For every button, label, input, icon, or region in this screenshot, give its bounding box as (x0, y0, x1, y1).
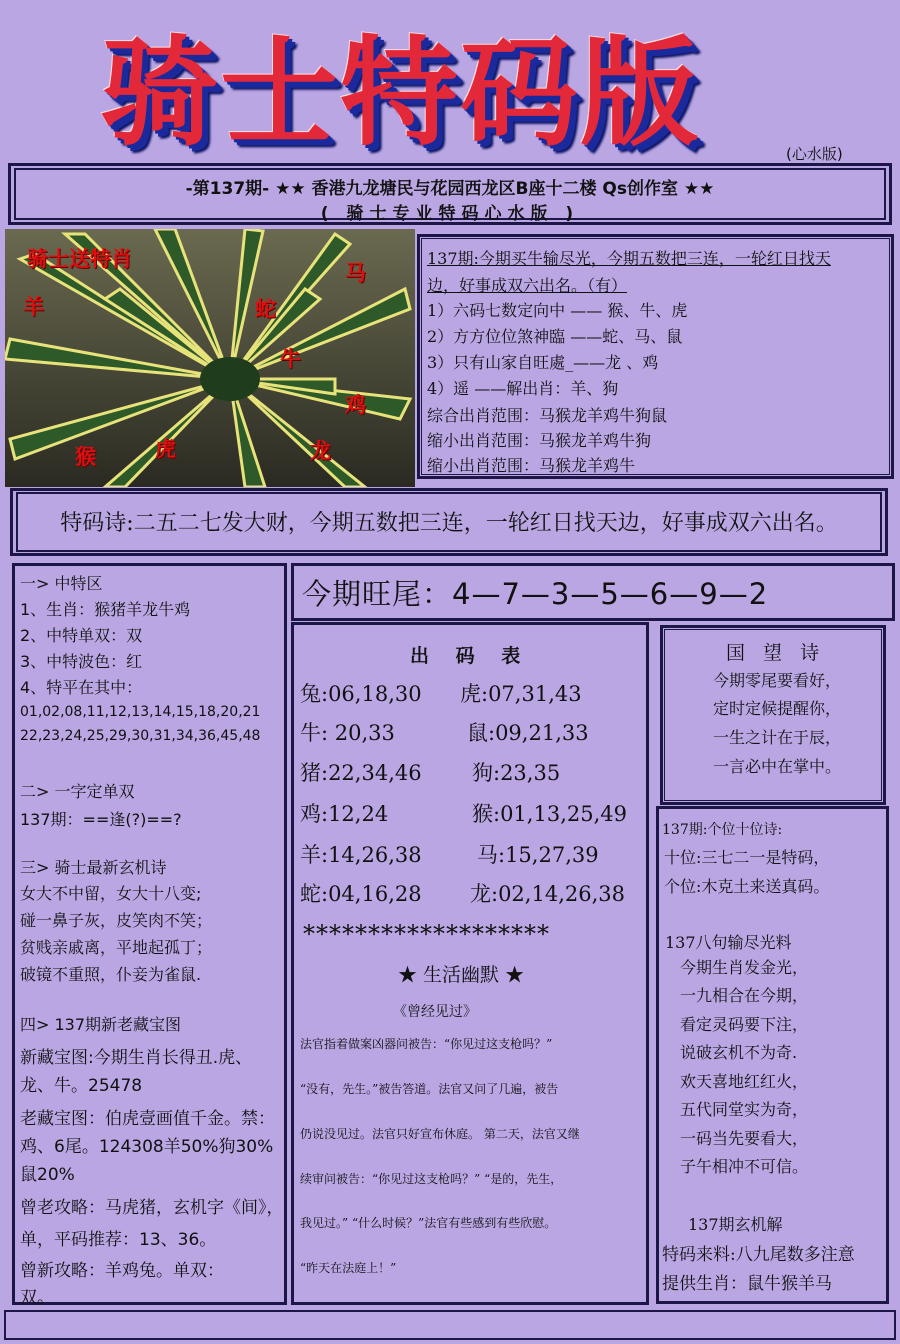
baju-title: 137八句输尽光料 (665, 933, 792, 952)
number-row-right: 猴:01,13,25,49 (472, 802, 627, 826)
photo-title-label: 骑士送特肖 (27, 247, 132, 271)
snake-label: 蛇 (255, 297, 276, 321)
baju-line: 说破玄机不为奇. (680, 1043, 798, 1062)
prediction-item: 4）遥 ——解出肖：羊、狗 (427, 379, 619, 398)
baju-line: 今期生肖发金光， (680, 958, 809, 977)
horse-label: 马 (345, 261, 366, 285)
humor-title: ★ 生活幽默 ★ (398, 964, 525, 986)
baju-line: 一九相合在今期， (680, 986, 809, 1005)
baju-line: 五代同堂实为奇， (680, 1100, 809, 1119)
number-row-right: 马:15,27,39 (477, 843, 599, 867)
sheep-label: 羊 (23, 295, 44, 319)
special-numbers-2: 22,23,24,25,29,30,31,34,36,45,48 (20, 728, 261, 744)
section-1-line: 4、特平在其中： (20, 678, 143, 697)
number-row-left: 蛇:04,16,28 (300, 882, 422, 906)
section-4-line: 鸡、6尾。124308羊50%狗30% (20, 1137, 274, 1157)
xuanji-line: 提供生肖：鼠牛猴羊马 (662, 1274, 832, 1294)
prediction-item: 缩小出肖范围：马猴龙羊鸡牛狗 (427, 431, 652, 450)
guowang-title: 国 望 诗 (726, 642, 826, 664)
section-1-line: 2、中特单双：双 (20, 626, 143, 645)
section-3-line: 破镜不重照，仆妾为雀鼠. (20, 965, 202, 984)
story-line: 我见过。” “什么时候？”法官有些感到有些欣慰。 (300, 1216, 557, 1230)
section-4-line: 老藏宝图：伯虎壹画值千金。禁： (20, 1109, 275, 1129)
prediction-item: 综合出肖范围：马猴龙羊鸡牛狗鼠 (427, 406, 668, 425)
lucky-tails: 今期旺尾：4—7—3—5—6—9—2 (302, 577, 769, 611)
number-row-left: 羊:14,26,38 (300, 843, 422, 867)
special-poem: 特码诗:二五二七发大财，今期五数把三连，一轮红日找天边，好事成双六出名。 (60, 511, 838, 536)
guowang-line: 今期零尾要看好， (713, 671, 842, 690)
dragon-label: 龙 (310, 439, 331, 463)
guowang-line: 一言必中在掌中。 (713, 757, 842, 776)
section-2-title: 二> 一字定单双 (20, 782, 135, 801)
number-row-right: 龙:02,14,26,38 (470, 882, 625, 906)
prediction-item: 3）只有山家自旺處_——龙 、鸡 (427, 353, 659, 372)
story-line: 仍说没见过。法官只好宣布休庭。 第二天，法官又继 (300, 1127, 580, 1141)
main-title: 骑士特码版 (100, 24, 701, 162)
number-row-left: 猪:22,34,46 (300, 761, 422, 785)
prediction-item: 1）六码七数定向中 —— 猴、牛、虎 (427, 301, 688, 320)
section-4-line: 曾老攻略：马虎猪，玄机字《间》， (20, 1198, 284, 1218)
story-line: “昨天在法庭上！” (300, 1261, 397, 1275)
section-3-line: 贫贱亲戚离，平地起孤丁； (20, 938, 213, 957)
section-2-line: 137期：==逢(?)==? (20, 810, 182, 829)
section-4-title: 四> 137期新老藏宝图 (20, 1015, 182, 1034)
header-line-1: -第137期- ★★ 香港九龙塘民与花园西龙区B座十二楼 Qs创作室 ★★ (185, 179, 715, 199)
baju-line: 欢天喜地红红火， (680, 1072, 809, 1091)
number-row-left: 牛: 20,33 (300, 721, 395, 745)
number-row-left: 兔:06,18,30 (300, 682, 422, 706)
section-1-title: 一> 中特区 (20, 574, 103, 593)
section-4-line: 双。 (20, 1288, 54, 1308)
prediction-item: 2）方方位位煞神臨 ——蛇、马、鼠 (427, 327, 683, 346)
edition-label: (心水版) (786, 145, 843, 163)
star-divider: ******************* (303, 920, 550, 948)
prediction-item: 缩小出肖范围：马猴龙羊鸡牛 (427, 456, 636, 475)
story-title: 《曾经见过》 (393, 1004, 477, 1020)
section-3-title: 三> 骑士最新玄机诗 (20, 858, 167, 877)
section-4-line: 鼠20% (20, 1165, 75, 1185)
guowang-line: 一生之计在于辰， (713, 728, 842, 747)
section-4-line: 龙、牛。25478 (20, 1076, 143, 1096)
shiwei-line: 十位:三七二一是特码， (664, 848, 830, 867)
prediction-headline-1: 137期:今期买牛输尽光，今期五数把三连，一轮红日找天 (427, 249, 831, 268)
baju-line: 一码当先要看大， (680, 1129, 809, 1148)
special-numbers-1: 01,02,08,11,12,13,14,15,18,20,21 (20, 704, 261, 720)
section-3-line: 女大不中留，女大十八变; (20, 884, 202, 903)
ox-label: 牛 (280, 347, 301, 371)
gewei-line: 个位:木克土来送真码。 (664, 877, 830, 896)
xuanji-line: 特码来料:八九尾数多注意 (662, 1245, 855, 1265)
section-4-line: 新藏宝图:今期生肖长得丑.虎、 (20, 1048, 253, 1068)
gewei-title: 137期:个位十位诗: (662, 822, 783, 838)
section-1-line: 1、生肖：猴猪羊龙牛鸡 (20, 600, 191, 619)
number-row-left: 鸡:12,24 (300, 802, 389, 826)
story-line: 续审问被告：“你见过这支枪吗？” “是的，先生， (300, 1172, 563, 1186)
xuanji-title: 137期玄机解 (688, 1215, 783, 1234)
tiger-label: 虎 (155, 437, 176, 461)
number-row-right: 虎:07,31,43 (460, 682, 582, 706)
story-line: 法官指着做案凶器问被告：“你见过这支枪吗？” (300, 1037, 553, 1051)
section-3-line: 碰一鼻子灰，皮笑肉不笑； (20, 911, 213, 930)
section-4-line: 曾新攻略：羊鸡兔。单双： (20, 1261, 224, 1281)
rooster-label: 鸡 (345, 393, 366, 417)
header-line-2: ( 骑士专业特码心水版 ) (320, 204, 580, 224)
baju-line: 看定灵码要下注， (680, 1015, 809, 1034)
story-line: “没有，先生。”被告答道。法官又问了几遍，被告 (300, 1082, 559, 1096)
section-4-line: 单，平码推荐：13、36。 (20, 1230, 217, 1250)
number-row-right: 狗:23,35 (472, 761, 561, 785)
number-table-title: 出 码 表 (410, 645, 531, 667)
number-row-right: 鼠:09,21,33 (467, 721, 589, 745)
monkey-label: 猴 (75, 445, 96, 469)
prediction-headline-2: 边，好事成双六出名。（有） (427, 276, 628, 295)
baju-line: 子午相冲不可信。 (680, 1157, 809, 1176)
guowang-line: 定时定候提醒你， (713, 699, 842, 718)
footer-frame (4, 1310, 896, 1340)
section-1-line: 3、中特波色：红 (20, 652, 143, 671)
plant-photo (5, 229, 415, 487)
